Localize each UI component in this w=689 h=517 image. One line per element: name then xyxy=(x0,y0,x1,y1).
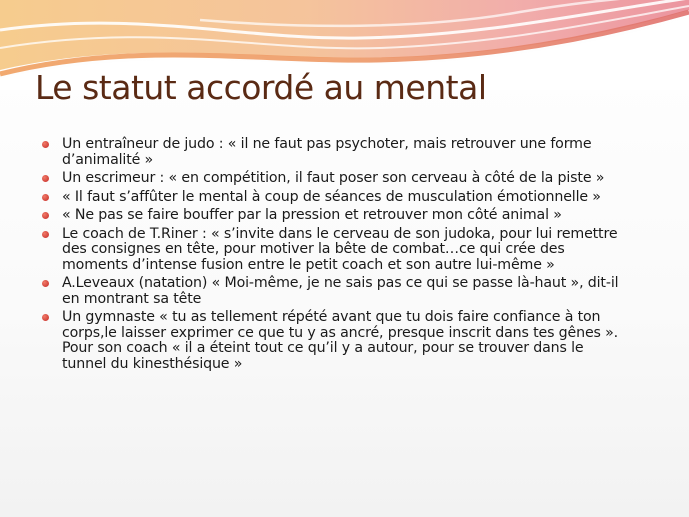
bullet-dot-icon xyxy=(42,231,49,238)
list-item xyxy=(40,137,625,168)
bullet-text: « Ne pas se faire bouffer par la pression et retrouver mon côté animal » xyxy=(62,207,562,223)
bullet-list xyxy=(40,137,625,375)
bullet-text: « Il faut s’affûter le mental à coup de séances de musculation émotionnelle » xyxy=(62,188,601,205)
list-item xyxy=(40,190,625,206)
bullet-dot-icon xyxy=(42,175,49,182)
bullet-dot-icon xyxy=(42,194,49,201)
bullet-text: Le coach de T.Riner : « s’invite dans le cerveau de son judoka, pour lui remettre des consignes en tête, pour motiver la bête de combat…ce qui crée des moments d’intense fusion entre le petit coach et son autre lui-même » xyxy=(62,225,618,273)
list-item xyxy=(40,208,625,224)
list-item xyxy=(40,171,625,187)
bullet-text: Un gymnaste « tu as tellement répété avant que tu dois faire confiance à ton corps,le laisser exprimer ce que tu y as ancré, presque inscrit dans tes gênes ». Pour son coach « il a éteint tout ce qu’il y a autour, pour se trouver dans le tunnel du kinesthésique » xyxy=(62,309,619,372)
list-item xyxy=(40,276,625,307)
slide-title: Le statut accordé au mental xyxy=(35,68,487,107)
bullet-dot-icon xyxy=(42,314,49,321)
bullet-dot-icon xyxy=(42,212,49,219)
bullet-dot-icon xyxy=(42,280,49,287)
bullet-text: A.Leveaux (natation) « Moi-même, je ne sais pas ce qui se passe là-haut », dit-il en montrant sa tête xyxy=(62,275,619,307)
bullet-text: Un escrimeur : « en compétition, il faut poser son cerveau à côté de la piste » xyxy=(62,170,605,186)
bullet-dot-icon xyxy=(42,141,49,148)
bullet-text: Un entraîneur de judo : « il ne faut pas psychoter, mais retrouver une forme d’animalité » xyxy=(62,136,592,168)
list-item xyxy=(40,227,625,274)
list-item xyxy=(40,310,625,372)
